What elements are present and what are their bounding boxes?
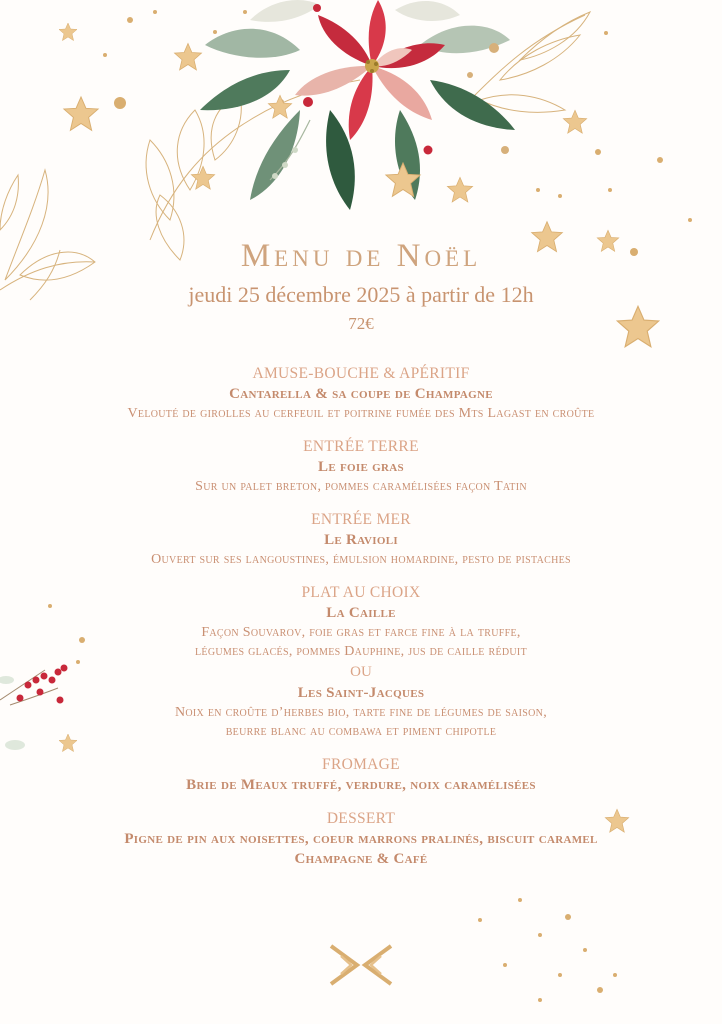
poinsettia-icon bbox=[200, 0, 515, 210]
gold-leaf-icon bbox=[146, 12, 590, 260]
dish-name: Cantarella & sa coupe de Champagne bbox=[229, 386, 493, 402]
course-plat bbox=[40, 583, 682, 741]
course-title: AMUSE-BOUCHE & APÉRITIF bbox=[252, 365, 470, 382]
course-fromage bbox=[40, 755, 682, 795]
dish-name: Les Saint-Jacques bbox=[297, 685, 425, 701]
dish-description: Velouté de girolles au cerfeuil et poitrine fumée des Mts Lagast en croûte bbox=[127, 406, 595, 421]
menu-title: Menu de Noël bbox=[240, 238, 482, 274]
dish-name: La Caille bbox=[326, 605, 396, 621]
dish-name: Pigne de pin aux noisettes, coeur marrons pralinés, biscuit caramel bbox=[124, 831, 598, 847]
course-title: ENTRÉE MER bbox=[311, 511, 411, 528]
course-entree-terre bbox=[40, 437, 682, 496]
dish-description: beurre blanc au combawa et piment chipotle bbox=[225, 724, 497, 739]
or-separator: OU bbox=[350, 664, 372, 680]
course-title: FROMAGE bbox=[322, 756, 400, 773]
dish-name: Brie de Meaux truffé, verdure, noix caramélisées bbox=[186, 777, 536, 793]
gold-leaf-left-icon bbox=[0, 170, 95, 300]
dish-name: Champagne & Café bbox=[294, 851, 428, 867]
dish-name: Le foie gras bbox=[318, 459, 404, 475]
course-title: ENTRÉE TERRE bbox=[303, 438, 419, 455]
dish-description: Noix en croûte d’herbes bio, tarte fine de légumes de saison, bbox=[175, 705, 547, 720]
course-amuse-bouche bbox=[40, 364, 682, 423]
menu-list bbox=[40, 364, 682, 883]
course-title: PLAT AU CHOIX bbox=[301, 584, 421, 601]
course-dessert bbox=[40, 809, 682, 869]
menu-price: 72€ bbox=[348, 314, 374, 333]
dish-description: Sur un palet breton, pommes caramélisées façon Tatin bbox=[195, 479, 527, 494]
course-entree-mer bbox=[40, 510, 682, 569]
course-title: DESSERT bbox=[326, 810, 396, 827]
dish-description: légumes glacés, pommes Dauphine, jus de caille réduit bbox=[195, 644, 527, 659]
dish-description: Ouvert sur ses langoustines, émulsion homardine, pesto de pistaches bbox=[151, 552, 571, 567]
event-date: jeudi 25 décembre 2025 à partir de 12h bbox=[188, 282, 534, 307]
dish-name: Le Ravioli bbox=[324, 532, 398, 548]
monogram-icon bbox=[327, 942, 395, 988]
dish-description: Façon Souvarov, foie gras et farce fine à la truffe, bbox=[201, 625, 521, 640]
